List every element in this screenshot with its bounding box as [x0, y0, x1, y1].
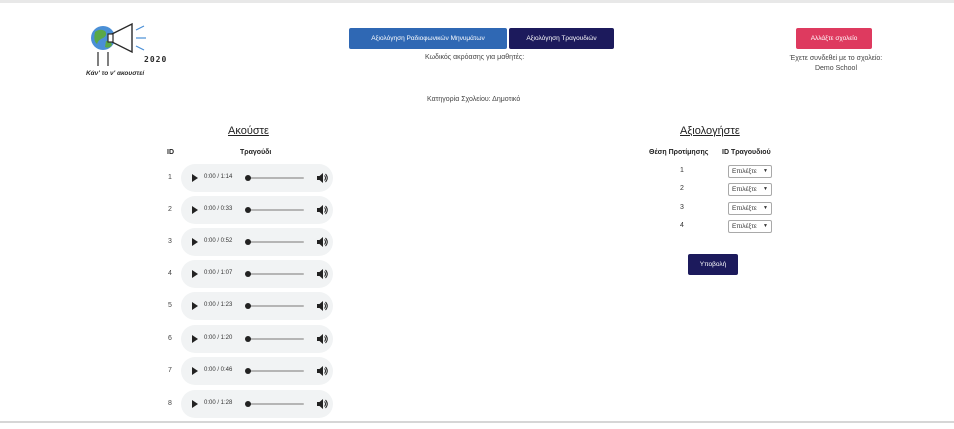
audio-player[interactable]: [181, 196, 333, 224]
audio-player[interactable]: [181, 325, 333, 353]
logo-year: 2020: [144, 55, 168, 64]
volume-icon[interactable]: [316, 268, 328, 280]
volume-icon[interactable]: [316, 365, 328, 377]
play-icon[interactable]: [192, 174, 198, 182]
track-row: [160, 357, 340, 385]
listen-heading: Ακούστε: [228, 125, 269, 137]
track-id: 8: [168, 400, 172, 407]
volume-icon[interactable]: [316, 172, 328, 184]
rank-row: [650, 183, 780, 197]
audio-player[interactable]: [181, 292, 333, 320]
time-display: 0:00 / 1:23: [204, 302, 233, 308]
song-column-header: Τραγούδι: [240, 149, 272, 156]
site-logo[interactable]: [86, 22, 176, 82]
time-display: 0:00 / 0:33: [204, 206, 233, 212]
audio-player[interactable]: [181, 357, 333, 385]
track-id: 6: [168, 335, 172, 342]
song-id-select[interactable]: [728, 165, 772, 178]
track-row: [160, 196, 340, 224]
play-icon[interactable]: [192, 400, 198, 408]
play-icon[interactable]: [192, 367, 198, 375]
logo-slogan: Κάν' το ν' ακουστεί: [86, 70, 145, 77]
track-id: 4: [168, 270, 172, 277]
track-id: 3: [168, 238, 172, 245]
audio-player[interactable]: [181, 164, 333, 192]
rank-number: 4: [680, 222, 684, 229]
volume-icon[interactable]: [316, 204, 328, 216]
seek-knob[interactable]: [245, 368, 251, 374]
bottom-divider: [0, 421, 954, 423]
track-id: 1: [168, 174, 172, 181]
audio-player[interactable]: [181, 228, 333, 256]
dropdown-arrow-icon: ▼: [763, 168, 768, 174]
select-value: Επιλέξτε: [732, 205, 757, 212]
seek-bar[interactable]: [247, 305, 304, 307]
song-id-select[interactable]: [728, 220, 772, 233]
track-id: 5: [168, 302, 172, 309]
connected-label: Έχετε συνδεθεί με το σχολείο:: [789, 55, 883, 62]
id-column-header: ID: [167, 149, 174, 156]
volume-icon[interactable]: [316, 333, 328, 345]
seek-bar[interactable]: [247, 403, 304, 405]
time-display: 0:00 / 1:07: [204, 270, 233, 276]
submit-button[interactable]: Υποβολή: [688, 254, 738, 275]
seek-bar[interactable]: [247, 241, 304, 243]
audio-player[interactable]: [181, 260, 333, 288]
track-row: [160, 292, 340, 320]
seek-knob[interactable]: [245, 303, 251, 309]
rank-number: 3: [680, 204, 684, 211]
time-display: 0:00 / 0:52: [204, 238, 233, 244]
dropdown-arrow-icon: ▼: [763, 186, 768, 192]
volume-icon[interactable]: [316, 236, 328, 248]
track-id: 7: [168, 367, 172, 374]
time-display: 0:00 / 0:46: [204, 367, 233, 373]
time-display: 0:00 / 1:20: [204, 335, 233, 341]
track-row: [160, 260, 340, 288]
volume-icon[interactable]: [316, 398, 328, 410]
top-divider: [0, 0, 954, 3]
play-icon[interactable]: [192, 335, 198, 343]
song-id-select[interactable]: [728, 202, 772, 215]
school-name: Demo School: [814, 65, 858, 72]
rank-row: [650, 202, 780, 216]
change-school-button[interactable]: Αλλάξτε σχολείο: [796, 28, 872, 49]
rank-number: 1: [680, 167, 684, 174]
play-icon[interactable]: [192, 302, 198, 310]
seek-knob[interactable]: [245, 336, 251, 342]
select-value: Επιλέξτε: [732, 223, 757, 230]
seek-bar[interactable]: [247, 370, 304, 372]
seek-knob[interactable]: [245, 175, 251, 181]
seek-knob[interactable]: [245, 239, 251, 245]
select-value: Επιλέξτε: [732, 168, 757, 175]
track-row: [160, 164, 340, 192]
seek-bar[interactable]: [247, 209, 304, 211]
dropdown-arrow-icon: ▼: [763, 223, 768, 229]
rate-heading: Αξιολογήστε: [680, 125, 740, 137]
song-id-column-header: ID Τραγουδιού: [722, 149, 771, 156]
rank-row: [650, 220, 780, 234]
megaphone-logo-icon: [86, 22, 176, 72]
volume-icon[interactable]: [316, 300, 328, 312]
time-display: 0:00 / 1:14: [204, 174, 233, 180]
dropdown-arrow-icon: ▼: [763, 205, 768, 211]
rank-column-header: Θέση Προτίμησης: [649, 149, 709, 156]
seek-knob[interactable]: [245, 401, 251, 407]
student-code-label: Κωδικός ακρόασης για μαθητές:: [425, 54, 525, 61]
rank-row: [650, 165, 780, 179]
play-icon[interactable]: [192, 206, 198, 214]
select-value: Επιλέξτε: [732, 186, 757, 193]
seek-bar[interactable]: [247, 177, 304, 179]
audio-player[interactable]: [181, 390, 333, 418]
radio-messages-rating-button[interactable]: Αξιολόγηση Ραδιοφωνικών Μηνυμάτων: [349, 28, 507, 49]
song-id-select[interactable]: [728, 183, 772, 196]
track-row: [160, 228, 340, 256]
songs-rating-button[interactable]: Αξιολόγηση Τραγουδιών: [509, 28, 614, 49]
track-row: [160, 390, 340, 418]
play-icon[interactable]: [192, 238, 198, 246]
play-icon[interactable]: [192, 270, 198, 278]
seek-bar[interactable]: [247, 338, 304, 340]
seek-bar[interactable]: [247, 273, 304, 275]
connected-school-info: [778, 54, 894, 74]
seek-knob[interactable]: [245, 207, 251, 213]
school-category: Κατηγορία Σχολείου: Δημοτικό: [427, 96, 521, 103]
track-row: [160, 325, 340, 353]
track-id: 2: [168, 206, 172, 213]
seek-knob[interactable]: [245, 271, 251, 277]
time-display: 0:00 / 1:28: [204, 400, 233, 406]
rank-number: 2: [680, 185, 684, 192]
